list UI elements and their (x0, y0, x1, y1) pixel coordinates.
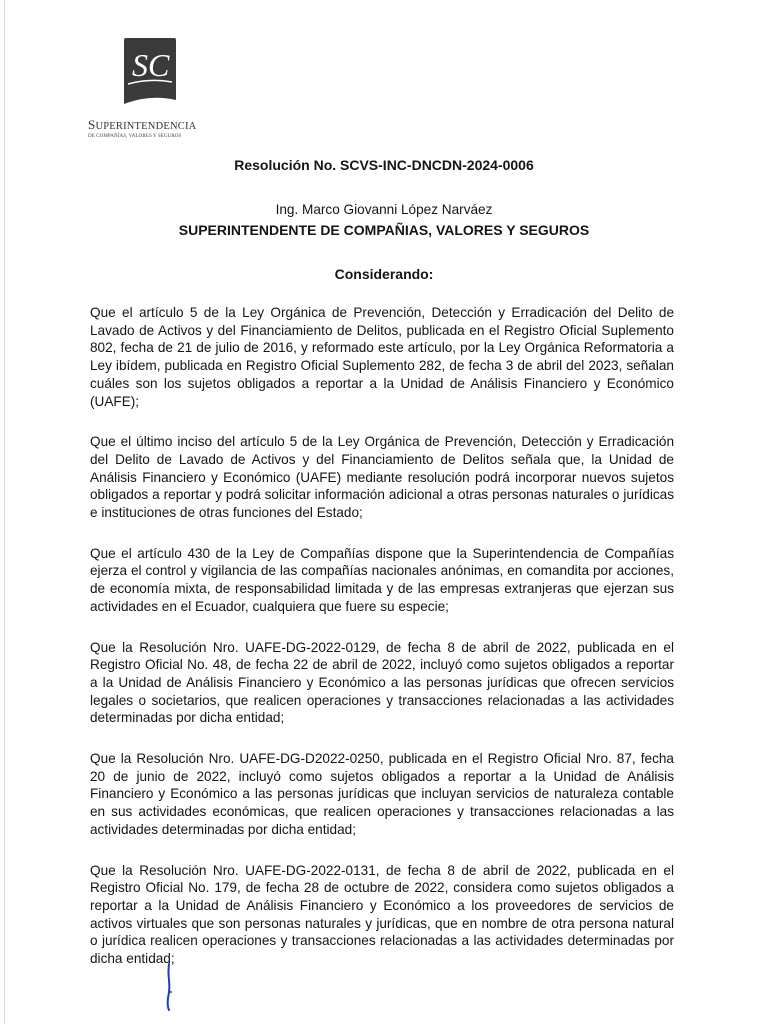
resolution-number: Resolución No. SCVS-INC-DNCDN-2024-0006 (234, 157, 534, 173)
logo-name (88, 117, 220, 133)
ink-mark-icon (160, 962, 180, 1012)
sc-monogram-icon (124, 38, 176, 104)
monogram-letter-s: SC (132, 47, 170, 83)
paragraph: Que el artículo 5 de la Ley Orgánica de Prevención, Detección y Erradicación del Delito de Lavado de Activos y del Financiamiento de Delitos, publicada en el Registro Oficial Suplemento 802, fecha de 21 de julio de 2016, y reformado este artículo, por la Ley Orgánica Reformatoria a Ley ibídem, publicada en Registro Oficial Suplemento 282, de fecha 3 de abril del 2023, señalan cuáles son los sujetos obligados a reportar a la Unidad de Análisis Financiero y Económico (UAFE); (90, 305, 674, 409)
paragraph: Que el último inciso del artículo 5 de la Ley Orgánica de Prevención, Detección y Erradicación del Delito de Lavado de Activos y del Financiamiento de Delitos señala que, la Unidad de Análisis Financiero y Económico (UAFE) mediante resolución podrá incorporar nuevos sujetos obligados a reportar y podrá solicitar información adicional a otras personas naturales o jurídicas e instituciones de otras funciones del Estado; (90, 434, 674, 521)
logo-subtitle: DE COMPAÑÍAS, VALORES Y SEGUROS (88, 134, 182, 139)
paragraph: Que la Resolución Nro. UAFE-DG-2022-0131, de fecha 8 de abril de 2022, publicada en el Registro Oficial No. 179, de fecha 28 de octubre de 2022, considera como sujetos obligados a reportar a la Unidad de Análisis Financiero y Económico a los proveedores de servicios de activos virtuales que son personas naturales y jurídicas, que en nombre de otra persona natural o jurídica realicen operaciones y transacciones relacionadas a las actividades determinadas por dicha entidad; (90, 862, 674, 967)
superintendencia-logo (88, 38, 220, 139)
document-body (90, 304, 674, 991)
logo-name-rest: UPERINTENDENCIA (95, 121, 197, 132)
signer-name: Ing. Marco Giovanni López Narváez (275, 202, 493, 217)
logo-name-initial: S (88, 117, 96, 132)
signer-title: SUPERINTENDENTE DE COMPAÑIAS, VALORES Y SEGUROS (178, 222, 590, 238)
paragraph: Que la Resolución Nro. UAFE-DG-D2022-0250, publicada en el Registro Oficial Nro. 87, fecha 20 de junio de 2022, incluyó como sujetos obligados a reportar a la Unidad de Análisis Financiero y Económico a las personas jurídicas que incluyan servicios de naturaleza contable en sus actividades económicas, que realicen operaciones y transacciones relacionadas a las actividades determinadas por dicha entidad; (90, 751, 674, 837)
page-edge (4, 0, 5, 1024)
section-heading: Considerando: (334, 266, 434, 282)
paragraph: Que la Resolución Nro. UAFE-DG-2022-0129, de fecha 8 de abril de 2022, publicada en el Registro Oficial No. 48, de fecha 22 de abril de 2022, incluyó como sujetos obligados a reportar a la Unidad de Análisis Financiero y Económico a las personas jurídicas que ofrecen servicios legales o societarios, que realicen operaciones y transacciones relacionadas a las actividades determinadas por dicha entidad; (90, 639, 674, 726)
paragraph: Que el artículo 430 de la Ley de Compañías dispone que la Superintendencia de Compañías ejerza el control y vigilancia de las compañías nacionales anónimas, en comandita por acciones, de economía mixta, de responsabilidad limitada y de las empresas extranjeras que ejerzan sus actividades en el Ecuador, cualquiera que fuere su especie; (90, 545, 674, 614)
